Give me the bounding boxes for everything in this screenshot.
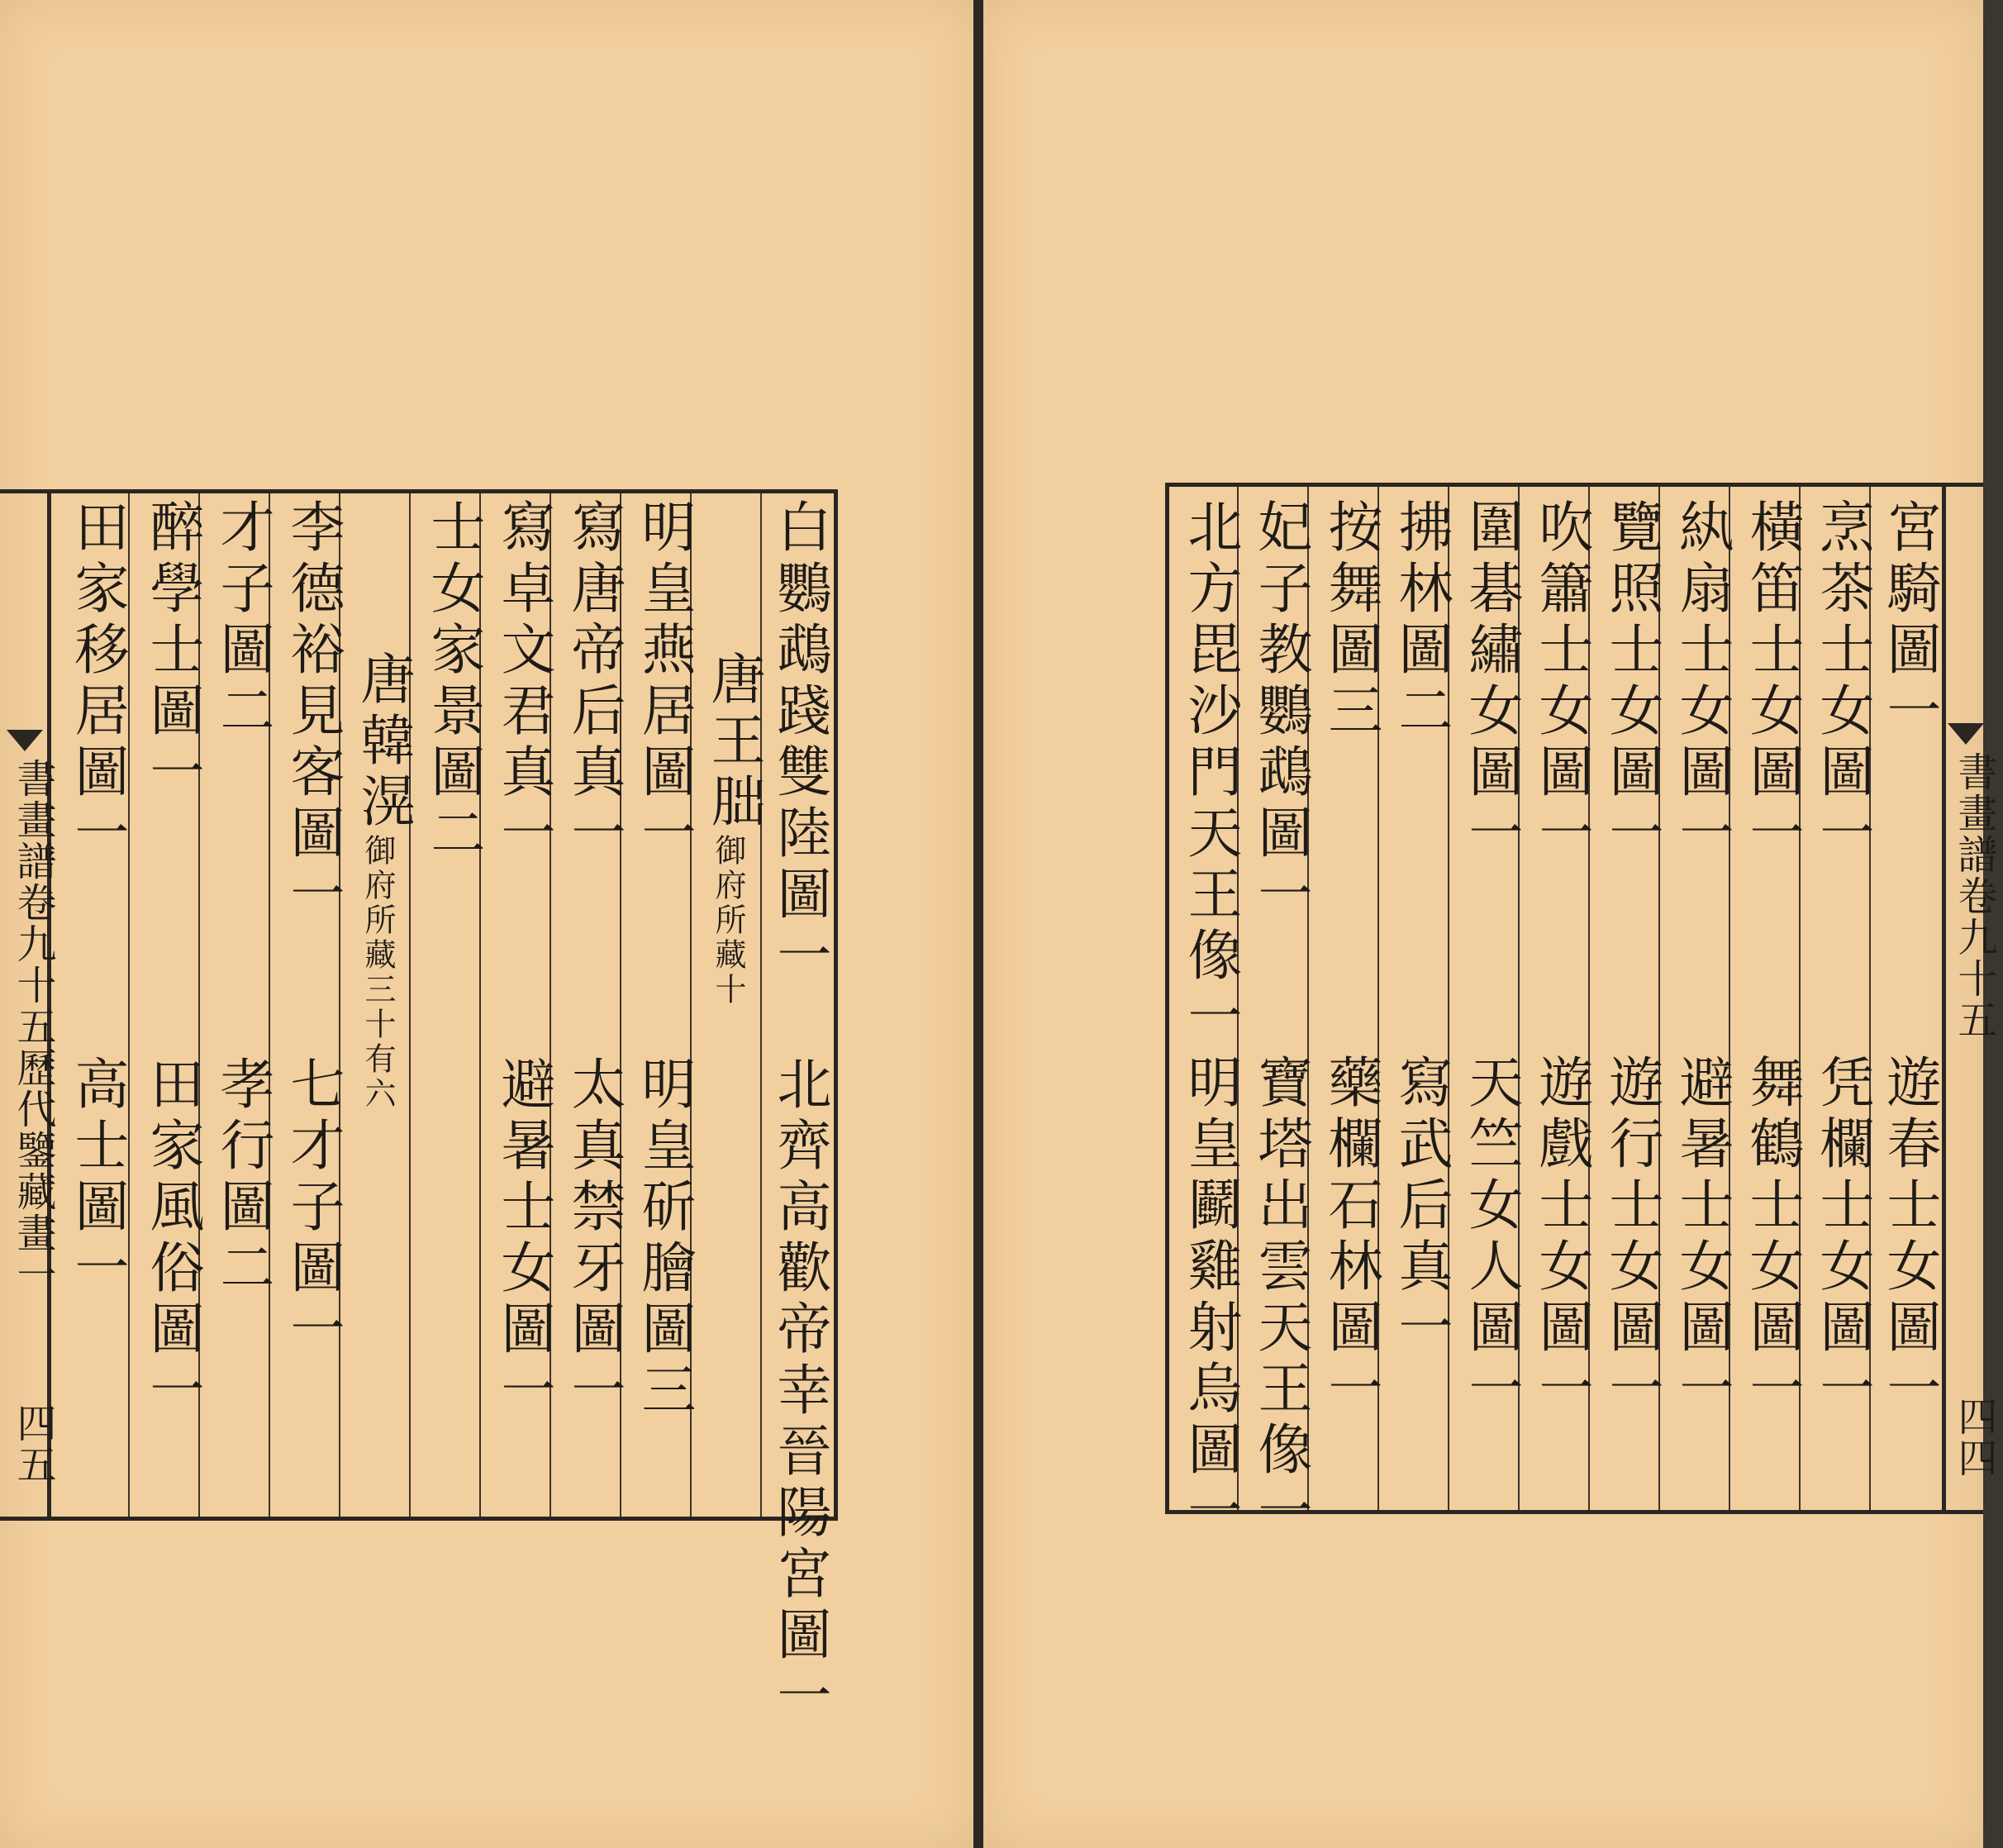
- fish-tail-mark: [7, 730, 43, 751]
- entry-title: 田家移居圖一: [65, 498, 129, 865]
- margin-label: 書畫譜卷九十五: [1951, 751, 1997, 1041]
- collection-note: 御府所藏三十有六: [359, 834, 396, 1112]
- entry-title: 天竺女人圖一: [1459, 1054, 1523, 1421]
- entry-title: 宮騎圖一: [1877, 498, 1941, 743]
- text-frame: [51, 489, 838, 1728]
- entry-title: 遊春士女圖一: [1877, 1054, 1941, 1421]
- text-frame: [1165, 483, 1942, 1543]
- entry-title: 明皇燕居圖一: [632, 498, 696, 865]
- left-margin-strip: [0, 489, 56, 1521]
- book-gutter: [973, 0, 983, 1848]
- right-page: [983, 0, 1997, 1848]
- page-number: 四五: [10, 1403, 56, 1485]
- entry-title: 田家風俗圖一: [140, 1055, 204, 1422]
- entry-title: 白鸚鵡踐雙陸圖一: [768, 498, 831, 988]
- artist-name: 唐韓滉: [351, 650, 415, 834]
- entry-title: 孝行圖二: [211, 1055, 274, 1300]
- entry-title: 吹簫士女圖一: [1530, 498, 1593, 865]
- entry-title: 紈扇士女圖一: [1670, 498, 1734, 865]
- left-page: [0, 0, 973, 1848]
- entry-title: 寫武后真一: [1389, 1054, 1453, 1360]
- entry-title: 北齊高歡帝幸晉陽宮圖一: [768, 1055, 831, 1728]
- artist-name: 唐王朏: [702, 650, 765, 834]
- entry-title: 七才子圖一: [281, 1055, 345, 1361]
- entry-title: 遊行士女圖一: [1600, 1054, 1663, 1421]
- margin-label: 書畫譜卷九十五歷代鑒藏畫一: [10, 758, 56, 1295]
- entry-title: 才子圖二: [211, 498, 274, 743]
- entry-title: 舞鶴士女圖一: [1740, 1054, 1804, 1421]
- entry-title: 按舞圖三: [1319, 498, 1382, 743]
- page-number: 四四: [1951, 1396, 1997, 1479]
- entry-title: 避暑士女圖一: [492, 1055, 555, 1422]
- entry-title: 高士圖一: [65, 1055, 129, 1300]
- entry-title: 覽照士女圖一: [1600, 498, 1663, 865]
- entry-title: 士女家景圖二: [421, 498, 485, 865]
- collection-note: 御府所藏十: [710, 834, 746, 1007]
- entry-title: 醉學士圖一: [140, 498, 204, 804]
- entry-title: 藥欄石林圖一: [1319, 1054, 1382, 1421]
- right-margin-strip: [1942, 483, 1997, 1514]
- entry-title: 遊戲士女圖一: [1530, 1054, 1593, 1421]
- entry-title: 明皇鬬雞射烏圖一: [1178, 1054, 1242, 1543]
- entry-title: 寫唐帝后真一: [562, 498, 626, 865]
- entry-title: 明皇斫膾圖三: [632, 1055, 696, 1422]
- entry-title: 避暑士女圖一: [1670, 1054, 1734, 1421]
- entry-title: 拂林圖二: [1389, 498, 1453, 743]
- entry-title: 圍碁繡女圖一: [1459, 498, 1523, 865]
- entry-title: 寶塔出雲天王像一: [1249, 1054, 1312, 1543]
- entry-title: 橫笛士女圖一: [1740, 498, 1804, 865]
- entry-title: 烹茶士女圖一: [1810, 498, 1874, 865]
- fish-tail-mark: [1948, 723, 1984, 745]
- entry-title: 北方毘沙門天王像一: [1178, 498, 1242, 1049]
- entry-title: 凭欄士女圖一: [1810, 1054, 1874, 1421]
- entry-title: 李德裕見客圖一: [281, 498, 345, 926]
- entry-title: 妃子教鸚鵡圖一: [1249, 498, 1312, 926]
- entry-title: 太真禁牙圖一: [562, 1055, 626, 1422]
- entry-title: 寫卓文君真一: [492, 498, 555, 865]
